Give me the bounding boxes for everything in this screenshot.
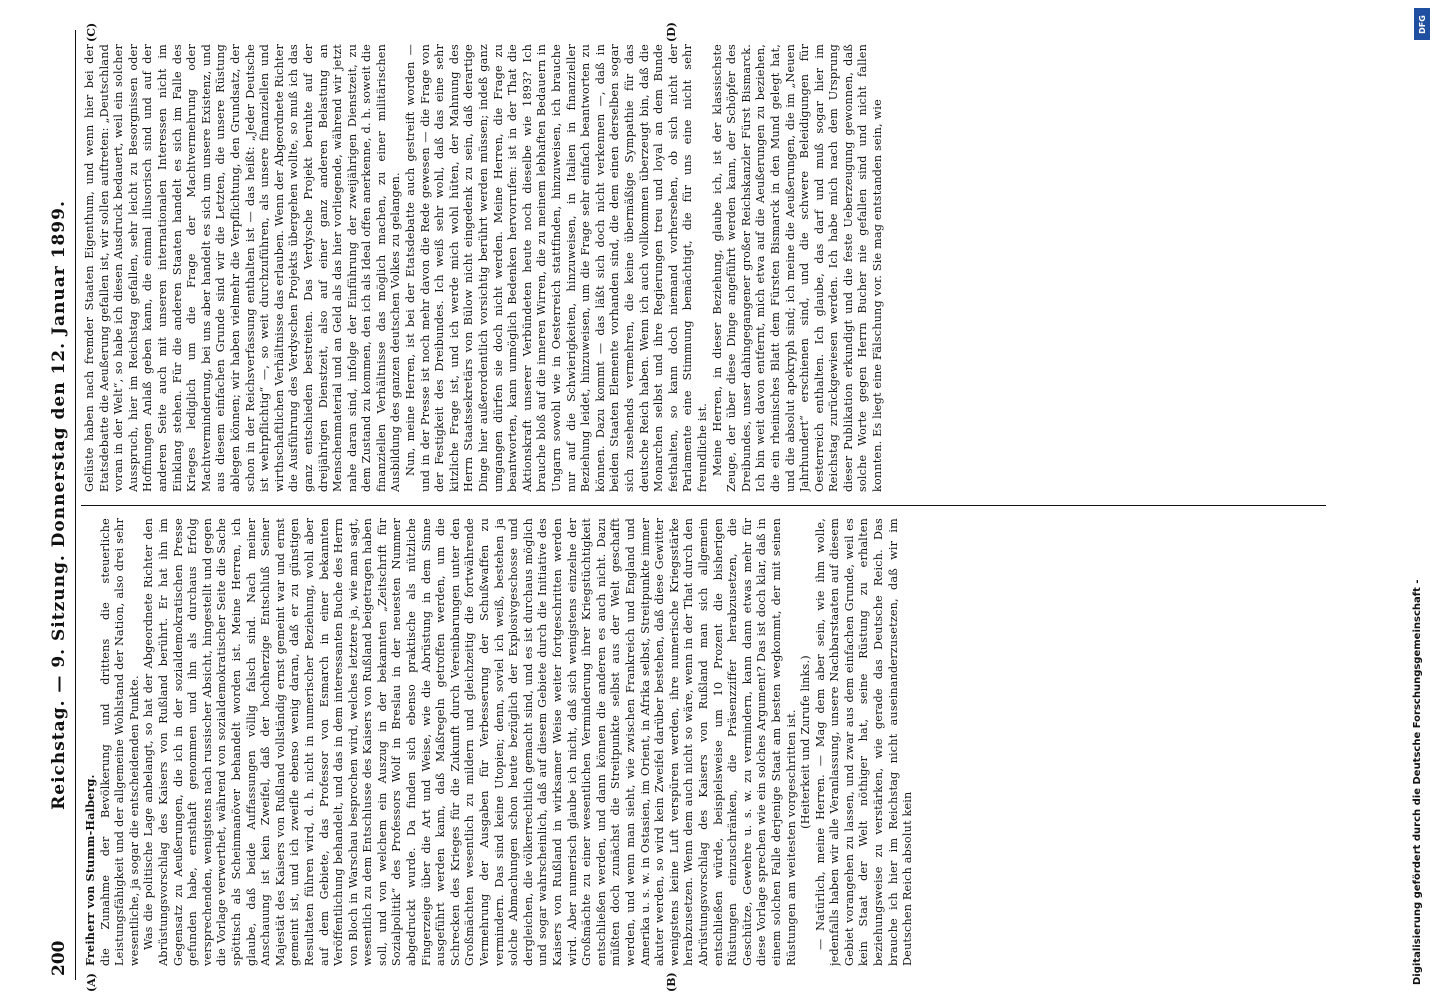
paragraph: Gelüste haben nach fremder Staaten Eigenthum, und wenn hier bei der Etatsdebatte die Aeußerung gefallen ist, wir sollen auftreten: „Deutschland voran in der Welt“, so habe ich diesen Ausdruck bedauert, weil ein solcher Ausspruch, hier im Reichstag gefallen, sehr leicht zu Besorgnissen oder Hoffnungen Anlaß geben kann, die einmal illusorisch sind und auf der anderen Seite auch mit unseren internationalen Interessen nicht im Einklang stehen. Für die anderen Staaten handelt es sich im Falle des Krieges lediglich um die Frage der Machtvermehrung oder Machtverminderung, bei uns aber handelt es sich um unsere Existenz, und aus diesem einfachen Grunde sind wir die Letzten, die unsere Rüstung ablegen können; wir haben vielmehr die Verpflichtung, den Grundsatz, der schon in der Reichsverfassung enthalten ist — das heißt: „Jeder Deutsche ist wehrpflichtig“ —, so weit durchzuführen, als unsere finanziellen und wirthschaftlichen Verhältnisse das erlauben. Wenn der Abgeordnete Richter die Ausführung des Verdyschen Projekts übergehen wollte, so muß ich das ganz entschieden bestreiten. Das Verdysche Projekt beruhte auf der dreijährigen Dienstzeit, also auf einer ganz anderen Belastung an Menschenmaterial und an Geld als das hier vorliegende, während wir jetzt nahe daran sind, infolge der Einführung der zweijährigen Dienstzeit, zu dem Zustand zu kommen, den ich als Ideal offen anerkenne, d. h. soweit die finanziellen Verhältnisse das möglich machen, zu einer militärischen Ausbildung des ganzen deutschen Volkes zu gelangen. xyxy=(83,44,403,492)
paragraph: Meine Herren, in dieser Beziehung, glaube ich, ist der klassischste Zeuge, der über diese Dinge angeführt werden kann, der Schöpfer des Dreibundes, unser dahingegangener großer Reichskanzler Fürst Bismarck. Ich bin weit davon entfernt, mich etwa auf die Aeußerungen zu beziehen, die ein rheinisches Blatt dem Fürsten Bismarck in den Mund gelegt hat, und die absolut apokryph sind; ich meine die Aeußerungen, die im „Neuen Jahrhundert“ erschienen sind, und die schwere Beleidigungen für Oesterreich enthalten. Ich glaube, das darf und muß sogar hier im Reichstag zurückgewiesen werden. Ich habe mich nach dem Ursprung dieser Publikation erkundigt und die feste Ueberzeugung gewonnen, daß solche Worte gegen Herrn Bucher nie gefallen sind und nicht fallen konnten. Es liegt eine Fälschung vor. Sie mag entstanden sein, wie xyxy=(710,44,885,492)
column-divider xyxy=(81,505,1326,506)
interjection: (Heiterkeit und Zurufe links.) xyxy=(799,655,813,829)
margin-marker-d: (D) xyxy=(665,22,678,42)
running-title: Reichstag. — 9. Sitzung. Donnerstag den 12. Januar 1899. xyxy=(49,200,69,810)
paragraph: — Natürlich, meine Herren. — Mag dem aber sein, wie ihm wolle, jedenfalls haben wir alle Veranlassung, unsere Nachbarstaaten auf diesem Gebiet vorangehen zu lassen, und zwar aus dem einfachen Grunde, weil es kein Staat der Welt nöthiger hat, seine Rüstung zu erhalten beziehungsweise zu verstärken, wie gerade das Deutsche Reich. Das brauche ich hier im Reichstag nicht auseinanderzusetzen, daß wir im Deutschen Reich absolut kein xyxy=(813,518,915,966)
speaker-label: Freiherr von Stumm-Halberg. xyxy=(83,774,97,966)
right-column xyxy=(83,44,1323,492)
paragraph: die Zunahme der Bevölkerung und drittens die steuerliche Leistungsfähigkeit und der allgemeine Wohlstand der Nation, also drei sehr wesentliche, ja sogar die entscheidenden Punkte. xyxy=(98,518,141,966)
paragraph: Was die politische Lage anbelangt, so hat der Abgeordnete Richter den Abrüstungsvorschlag des Kaisers von Rußland berührt. Er hat ihn im Gegensatz zu Aeußerungen, die ich in der sozialdemokratischen Presse gefunden habe, ernsthaft genommen und ihn als durchaus Erfolg versprechenden, wenigstens nach russischer Absicht, hingestellt und gegen die Vorlage verwerthet, während von sozialdemokratischer Seite die Sache spöttisch als Scheinmanöver behandelt worden ist. Meine Herren, ich glaube, daß beide Auffassungen völlig falsch sind. Nach meiner Anschauung ist kein Zweifel, daß der hochherzige Entschluß Seiner Majestät des Kaisers von Rußland vollständig ernst gemeint war und ernst gemeint ist, und ich zweifle ebenso wenig daran, daß er zu günstigen Resultaten führen wird, d. h. nicht in numerischer Beziehung, wohl aber auf dem Gebiete, das Professor von Esmarch in einer bekannten Veröffentlichung behandelt, und das in dem interessanten Buche des Herrn von Bloch in Warschau besprochen wird, welches letztere ja, wie man sagt, wesentlich zu dem Entschlusse des Kaisers von Rußland beigetragen haben soll, und von welchem ein Auszug in der bekannten „Zeitschrift für Sozialpolitik“ des Professors Wolf in Breslau in der neuesten Nummer abgedruckt wurde. Da finden sich ebenso praktische als nützliche Fingerzeige über die Art und Weise, wie die Abrüstung in dem Sinne ausgeführt werden kann, daß Maßregeln getroffen werden, um die Schrecken des Krieges für die Zukunft durch Vereinbarungen unter den Großmächten wesentlich zu mildern und gleichzeitig die fortwährende Vermehrung der Ausgaben für Verbesserung der Schußwaffen zu vermindern. Das sind keine Utopien; denn, soviel ich weiß, bestehen ja solche Abmachungen schon heute bezüglich der Explosivgeschosse und dergleichen, die völkerrechtlich gemacht sind, und es ist durchaus möglich und sogar wahrscheinlich, daß auf diesem Gebiete durch die Initiative des Kaisers von Rußland in wirksamer Weise weiter fortgeschritten werden wird. Aber numerisch glaube ich nicht, daß sich wenigstens einzelne der Großmächte zu einer wesentlichen Verminderung ihrer Kriegstüchtigkeit entschließen werden, und dann können die anderen es auch nicht. Dazu müßten doch zunächst die Streitpunkte selbst aus der Welt geschafft werden, und wenn man sieht, wie zwischen Frankreich und England und Amerika u. s. w. in Ostasien, im Orient, in Afrika selbst, Streitpunkte immer akuter werden, so wird kein Zweifel darüber bestehen, daß diese Gewitter wenigstens keine Luft verspüren werden, ihre numerische Kriegsstärke herabzusetzen. Wenn dem auch nicht so wäre, wenn in der That durch den Abrüstungsvorschlag des Kaisers von Rußland man sich allgemein entschließen würde, beispielsweise um 10 Prozent die bisherigen Rüstungen einzuschränken, die Präsenzziffer herabzusetzen, die Geschütze, Gewehre u. s. w. zu vermindern, kann dann etwas mehr für diese Vorlage sprechen wie ein solches Argument? Das ist doch klar, daß in einem solchen Falle derjenige Staat am besten wegkommt, der mit seinen Rüstungen am weitesten vorgeschritten ist. xyxy=(142,518,798,966)
speaker-name xyxy=(83,518,99,966)
paragraph: Nun, meine Herren, ist bei der Etatsdebatte auch gestreift worden — und in der Presse ist noch mehr davon die Rede gewesen — die Frage von der Festigkeit des Dreibundes. Ich weiß sehr wohl, daß das eine sehr kitzliche Frage ist, und ich werde mich wohl hüten, der Mahnung des Herrn Staatssekretärs von Bülow nicht eingedenk zu sein, daß derartige Dinge hier außerordentlich vorsichtig berührt werden müssen; indeß ganz umgangen dürfen sie doch nicht werden. Meine Herren, die Frage zu beantworten, kann unmöglich Bedenken hervorrufen: ist in der That die Aktionskraft unserer Verbündeten heute noch dieselbe wie 1893? Ich brauche bloß auf die inneren Wirren, die zu meinem lebhaften Bedauern in Ungarn sowohl wie in Oesterreich stattfinden, hinzuweisen, ich brauche nur auf die Schwierigkeiten, hinzuweisen, in Italien in finanzieller Beziehung leidet, hinzuweisen, um die Frage sehr einfach beantworten zu können. Dazu kommt — das läßt sich doch nicht verkennen —, daß in beiden Staaten Elemente vorhanden sind, die dem einen derselben sogar sich zusehends vermehren, die keine übermäßige Sympathie für das deutsche Reich haben. Wenn ich auch vollkommen überzeugt bin, daß die Monarchen selbst und ihre Regierungen treu und loyal an dem Bunde festhalten, so kann doch niemand vorhersehen, ob sich nicht der Parlamente eine Stimmung bemächtigt, die für uns eine nicht sehr freundliche ist. xyxy=(404,44,709,492)
digitization-credit: Digitalisierung gefördert durch die Deutsche Forschungsgemeinschaft - xyxy=(1412,579,1423,985)
rotated-page-content xyxy=(45,22,1335,992)
margin-marker-c: (C) xyxy=(85,22,98,42)
header-rule xyxy=(75,30,76,980)
page-header xyxy=(45,30,75,980)
dfg-logo-text: DFG xyxy=(1417,14,1427,34)
margin-marker-b: (B) xyxy=(665,972,678,992)
page-number: 200 xyxy=(49,940,69,976)
margin-marker-a: (A) xyxy=(85,973,98,992)
left-column xyxy=(83,518,1323,966)
